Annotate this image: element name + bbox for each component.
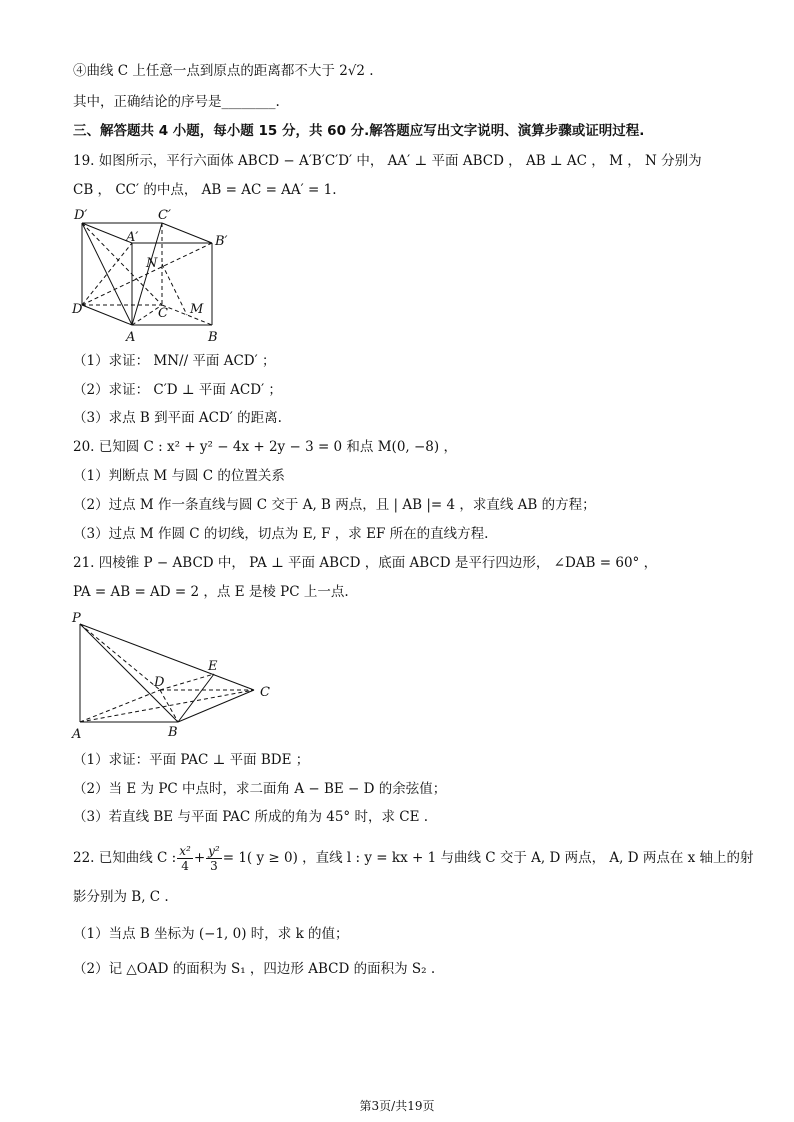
question-22: 22. 已知曲线 C : $\frac{\text{x²}}{4}$ + $\frac{\text{y²}}{3}$ = 1( y ≥ 0) ，直线 l : y = kx + 1 与曲线 C 交于 A, D 两点， A, D 两点在 x 轴上的射 (73, 844, 754, 873)
label-D: D (72, 302, 83, 317)
label-B: B (208, 330, 218, 345)
q22-rest: = 1( y ≥ 0) ，直线 l : y = kx + 1 与曲线 C 交于 A, D 两点， A, D 两点在 x 轴上的射 (222, 850, 754, 866)
text-line: （1）判断点 M 与圆 C 的位置关系 (73, 468, 285, 484)
label-E: E (208, 659, 218, 674)
label-A: A (72, 727, 82, 742)
label-A1: A′ (126, 230, 139, 245)
label-C: C (158, 306, 168, 321)
fraction: $\frac{\text{x²}}{4}$ (179, 844, 191, 873)
q22-lead: 22. 已知曲线 C : (73, 850, 177, 866)
text-line: （3）过点 M 作圆 C 的切线，切点为 E, F ，求 EF 所在的直线方程. (73, 526, 489, 542)
label-C: C (260, 685, 270, 700)
text-line: 其中，正确结论的序号是________. (73, 94, 280, 110)
text-line: PA = AB = AD = 2 ，点 E 是棱 PC 上一点. (73, 584, 349, 600)
text-line: （2）求证： C′D ⊥ 平面 ACD′ ； (73, 382, 282, 398)
text-line: 影分别为 B, C . (73, 889, 169, 905)
section-heading: 三、解答题共 4 小题，每小题 15 分，共 60 分.解答题应写出文字说明、演算步骤或证明过程. (73, 123, 645, 139)
question-20: 20. 已知圆 C : x² + y² − 4x + 2y − 3 = 0 和点 M(0, −8) ， (73, 439, 457, 455)
parallelepiped-figure (70, 205, 240, 345)
text-line: （3）求点 B 到平面 ACD′ 的距离. (73, 410, 282, 426)
label-C1: C′ (158, 208, 171, 223)
text-line: （3）若直线 BE 与平面 PAC 所成的角为 45° 时，求 CE . (73, 809, 429, 825)
label-D1: D′ (74, 208, 88, 223)
question-21: 21. 四棱锥 P − ABCD 中， PA ⊥ 平面 ABCD ，底面 ABCD 是平行四边形， ∠DAB = 60° ， (73, 555, 658, 571)
text-line: （2）当 E 为 PC 中点时，求二面角 A − BE − D 的余弦值； (73, 781, 447, 797)
question-19: 19. 如图所示，平行六面体 ABCD − A′B′C′D′ 中， AA′ ⊥ 平面 ABCD ， AB ⊥ AC ， M ， N 分别为 (73, 153, 702, 169)
label-A: A (126, 330, 136, 345)
text-line: （1）求证： MN// 平面 ACD′ ； (73, 353, 276, 369)
label-M: M (190, 302, 204, 317)
text-line: （2）过点 M 作一条直线与圆 C 交于 A, B 两点，且 | AB |= 4 ，求直线 AB 的方程； (73, 497, 596, 513)
label-B1: B′ (215, 234, 228, 249)
label-P: P (72, 611, 81, 626)
label-N: N (146, 256, 158, 271)
text-line: （2）记 △OAD 的面积为 S₁ ，四边形 ABCD 的面积为 S₂ . (73, 961, 436, 977)
fraction: $\frac{\text{y²}}{3}$ (208, 844, 220, 873)
text-line: （1）求证：平面 PAC ⊥ 平面 BDE ； (73, 752, 310, 768)
text-line: CB ， CC′ 的中点， AB = AC = AA′ = 1. (73, 182, 337, 198)
text-line: ④曲线 C 上任意一点到原点的距离都不大于 2√2 . (73, 63, 374, 79)
pyramid-figure (68, 608, 288, 743)
label-D: D (154, 675, 165, 690)
page-footer: 第3页/共19页 (359, 1099, 435, 1113)
label-B: B (168, 725, 178, 740)
text-line: （1）当点 B 坐标为 (−1, 0) 时，求 k 的值； (73, 926, 349, 942)
